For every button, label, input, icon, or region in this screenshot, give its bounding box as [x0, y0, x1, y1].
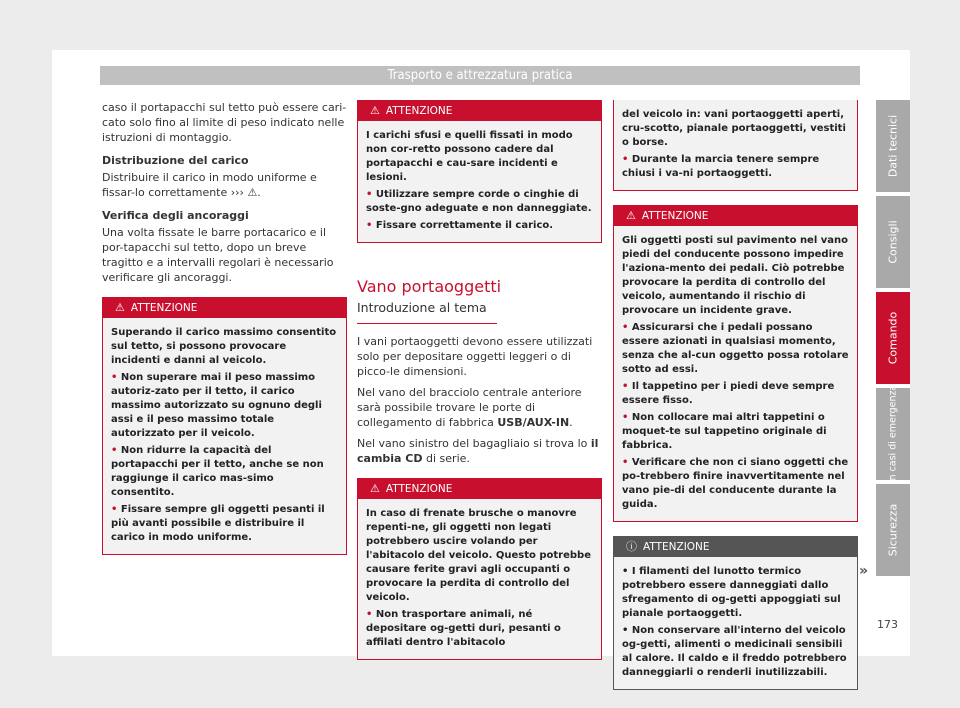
paragraph: Una volta fissate le barre portacarico e il por-tapacchi sul tetto, dopo un breve tragitto e a intervalli regolari è necessario verificare gli ancoraggi. — [102, 226, 334, 284]
column-1 — [102, 100, 347, 555]
section-title: Vano portaoggetti — [357, 277, 502, 296]
notice-bullet: • I filamenti del lunotto termico potrebbero essere danneggiati dallo sfregamento di og-getti appoggiati sul pianale portaoggetti. — [622, 566, 841, 619]
page-header: Trasporto e attrezzatura pratica — [100, 66, 860, 85]
notice-bullet: • Non conservare all'interno del veicolo og-getti, alimenti o medicinali sensibili al calore. Il caldo e il freddo potrebbero danneggiarli o renderli inutilizzabili. — [622, 625, 847, 678]
warning-bullet: • Fissare correttamente il carico. — [366, 219, 593, 233]
warning-bullet: • Fissare sempre gli oggetti pesanti il più avanti possibile e distribuire il carico in modo uniforme. — [111, 503, 338, 545]
warning-bullet: • Il tappetino per i piedi deve sempre essere fisso. — [622, 380, 849, 408]
warning-bullet: • Non trasportare animali, né depositare og-getti duri, pesanti o affilati dentro l'abitacolo — [366, 608, 593, 650]
paragraph: Nel vano sinistro del bagagliaio si trova lo il cambia CD di serie. — [357, 437, 599, 465]
chapter-tabs — [876, 100, 910, 580]
warning-triangle-icon: ⚠ — [370, 104, 380, 117]
tab-emergenza[interactable]: In casi di emergenza — [876, 388, 910, 480]
subheading-anchor-check: Verifica degli ancoraggi — [102, 209, 249, 222]
section-rule — [357, 323, 497, 324]
warning-intro: I carichi sfusi e quelli fissati in modo non cor-retto possono cadere dal portapacchi e cau-sare incidenti e lesioni. — [366, 130, 573, 183]
tab-dati-tecnici[interactable]: Dati tecnici — [876, 100, 910, 192]
warning-box: ⚠ ATTENZIONE Gli oggetti posti sul pavimento nel vano piedi del conducente possono impedire l'aziona-mento dei pedali. Ciò potrebbe provocare la perdita di controllo del veicolo, aumentando il rischio di provocare un incidente grave. • Assicurarsi che i pedali possano essere azionati in qualsiasi momento, senza che al-cun oggetto possa rotolare sotto ad essi. • Il tappetino per i piedi deve sempre essere fisso. • Non collocare mai altri tappetini o moquet-te sul tappetino originale di fabbrica. • Verificare che non ci siano oggetti che po-trebbero finire inavvertitamente nel vano pie-di del conducente durante la guida. — [613, 205, 858, 522]
warning-box: ⚠ ATTENZIONE In caso di frenate brusche o manovre repenti-ne, gli oggetti non legati potrebbero uscire volando per l'abitacolo del veicolo. Questo potrebbe causare ferite gravi agli occupanti o provocare la perdita di controllo del veicolo. • Non trasportare animali, né depositare og-getti duri, pesanti o affilati dentro l'abitacolo — [357, 478, 602, 660]
warning-bullet: • Durante la marcia tenere sempre chiusi i va-ni portaoggetti. — [622, 153, 849, 181]
warning-intro: Superando il carico massimo consentito sul tetto, si possono provocare incidenti e danni al veicolo. — [111, 327, 337, 366]
section-subtitle: Introduzione al tema — [357, 300, 487, 315]
warning-intro: In caso di frenate brusche o manovre repenti-ne, gli oggetti non legati potrebbero uscire volando per l'abitacolo del veicolo. Questo potrebbe causare ferite gravi agli occupanti o provocare la perdita di controllo del veicolo. — [366, 508, 591, 603]
warning-triangle-icon: ⚠ — [626, 209, 636, 222]
subheading-load-distribution: Distribuzione del carico — [102, 154, 249, 167]
paragraph: caso il portapacchi sul tetto può essere cari-cato solo fino al limite di peso indicato nelle istruzioni di montaggio. — [102, 101, 347, 144]
warning-bullet: • Assicurarsi che i pedali possano essere azionati in qualsiasi momento, senza che al-cun oggetto possa rotolare sotto ad essi. — [622, 321, 849, 377]
warning-triangle-icon: ⚠ — [115, 301, 125, 314]
warning-bullet: • Non collocare mai altri tappetini o moquet-te sul tappetino originale di fabbrica. — [622, 411, 849, 453]
info-circle-icon: ⓘ — [626, 540, 637, 553]
paragraph: Nel vano del bracciolo centrale anteriore sarà possibile trovare le porte di collegamento di fabbrica USB/AUX-IN. — [357, 386, 582, 429]
tab-comando[interactable]: Comando — [876, 292, 910, 384]
warning-intro: Gli oggetti posti sul pavimento nel vano piedi del conducente possono impedire l'aziona-mento dei pedali. Ciò potrebbe provocare la perdita di controllo del veicolo, aumentando il rischio di provocare un incidente grave. — [622, 235, 849, 316]
warning-box-continued — [613, 100, 858, 191]
warning-box: ⚠ ATTENZIONE Superando il carico massimo consentito sul tetto, si possono provocare incidenti e danni al veicolo. • Non superare mai il peso massimo autoriz-zato per il tetto, il carico massimo autorizzato su ognuno degli assi e il peso massimo totale autorizzato per il veicolo. • Non ridurre la capacità del portapacchi per il tetto, anche se non raggiunge il carico mas-simo consentito. • Fissare sempre gli oggetti pesanti il più avanti possibile e distribuire il carico in modo uniforme. — [102, 297, 347, 555]
column-3 — [613, 100, 858, 690]
warning-bullet: • Verificare che non ci siano oggetti che po-trebbero finire inavvertitamente nel vano pie-di del conducente durante la guida. — [622, 456, 849, 512]
tab-consigli[interactable]: Consigli — [876, 196, 910, 288]
page-number: 173 — [877, 618, 898, 631]
paragraph: I vani portaoggetti devono essere utilizzati solo per depositare oggetti leggeri o di picco-le dimensioni. — [357, 335, 593, 378]
column-2 — [357, 100, 602, 660]
warning-box: ⚠ ATTENZIONE I carichi sfusi e quelli fissati in modo non cor-retto possono cadere dal portapacchi e cau-sare incidenti e lesioni. • Utilizzare sempre corde o cinghie di soste-gno adeguate e non danneggiate. • Fissare correttamente il carico. — [357, 100, 602, 243]
warning-triangle-icon: ⚠ — [370, 482, 380, 495]
paragraph: Distribuire il carico in modo uniforme e fissar-lo correttamente ››› ⚠. — [102, 171, 317, 199]
tab-sicurezza[interactable]: Sicurezza — [876, 484, 910, 576]
warning-bullet: • Non superare mai il peso massimo autoriz-zato per il tetto, il carico massimo autorizzato su ognuno degli assi e il peso massimo totale autorizzato per il veicolo. — [111, 371, 338, 441]
warning-bullet: • Utilizzare sempre corde o cinghie di soste-gno adeguate e non danneggiate. — [366, 188, 593, 216]
continue-arrow-icon: » — [859, 563, 869, 579]
warning-bullet: • Non ridurre la capacità del portapacchi per il tetto, anche se non raggiunge il carico mas-simo consentito. — [111, 444, 338, 500]
notice-box: ⓘ ATTENZIONE • I filamenti del lunotto termico potrebbero essere danneggiati dallo sfregamento di og-getti appoggiati sul pianale portaoggetti. • Non conservare all'interno del veicolo og-getti, alimenti o medicinali sensibili al calore. Il caldo e il freddo potrebbero danneggiarli o renderli inutilizzabili. — [613, 536, 858, 690]
warning-continued-text: del veicolo in: vani portaoggetti aperti, cru-scotto, pianale portaoggetti, vestiti o borse. — [622, 109, 846, 148]
